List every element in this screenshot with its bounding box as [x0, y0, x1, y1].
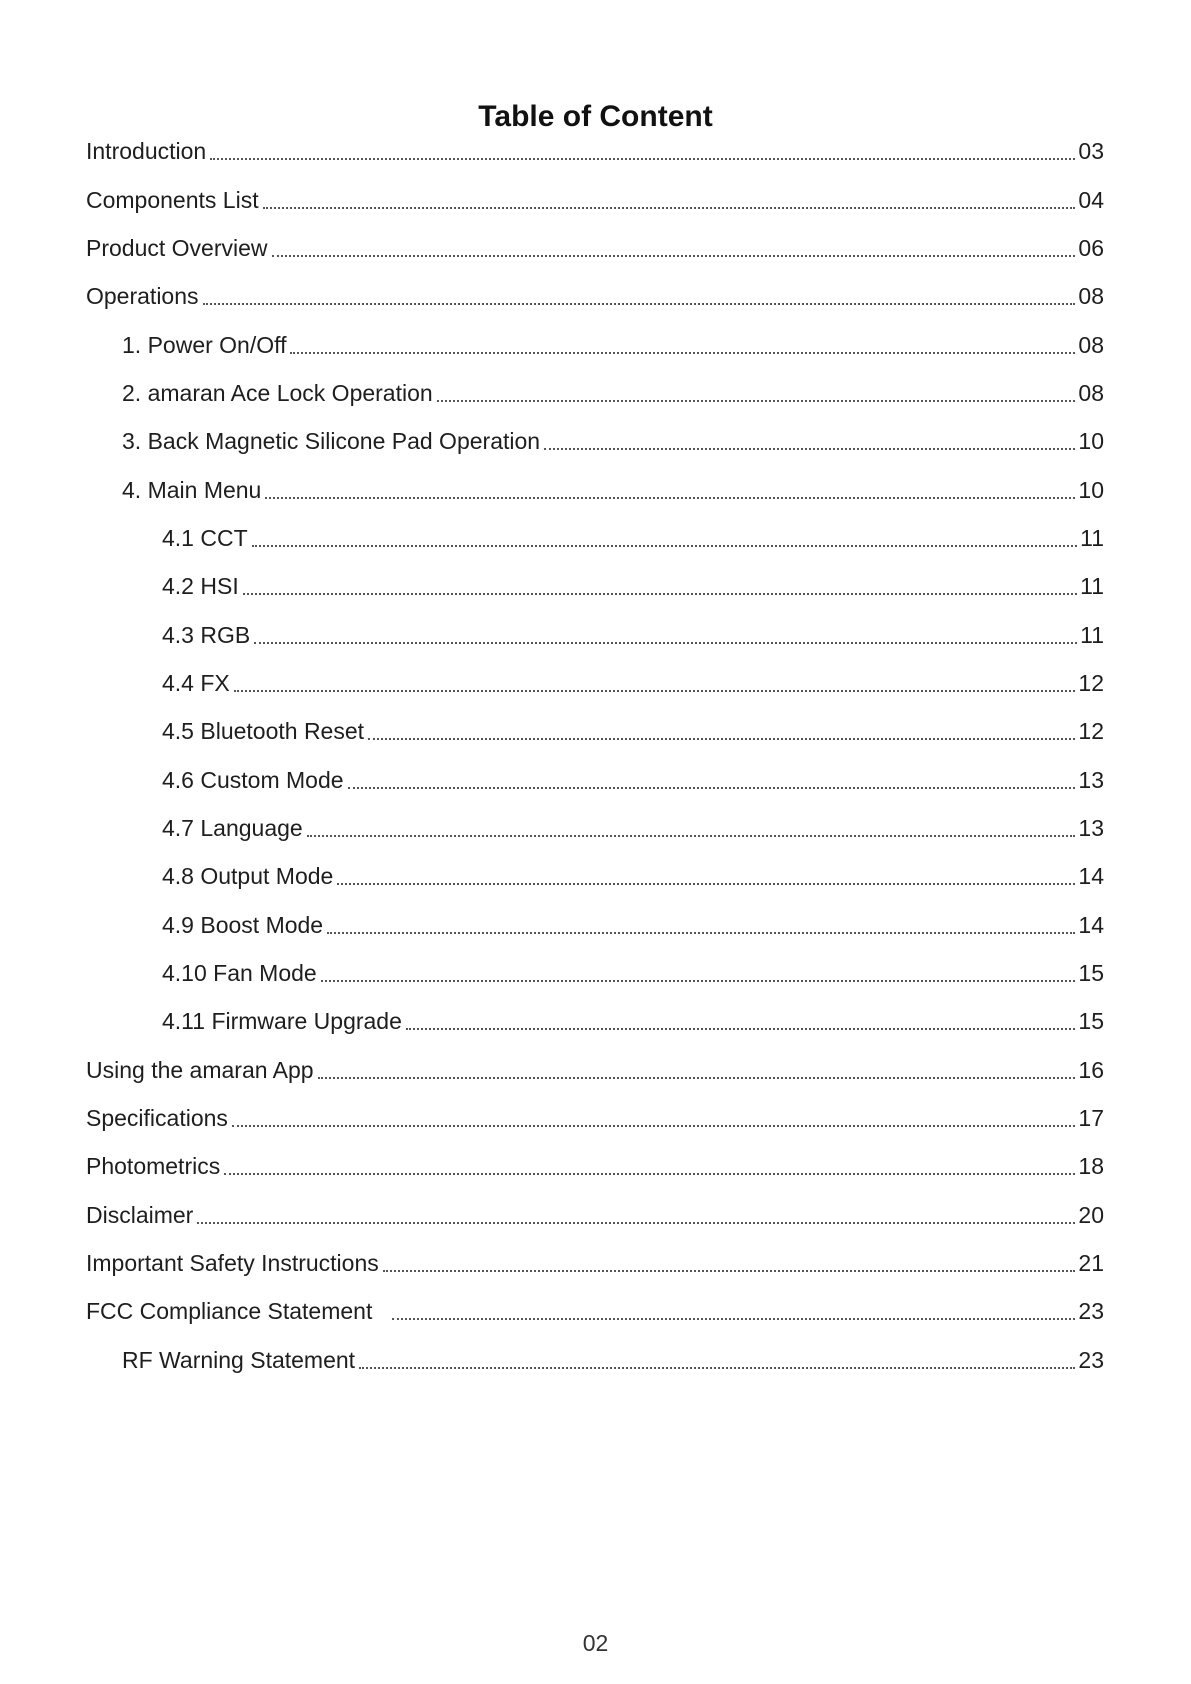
- dot-leader: [265, 497, 1075, 499]
- toc-entry-page: 08: [1078, 331, 1104, 358]
- toc-entry-disclaimer[interactable]: [0, 1191, 1191, 1239]
- dot-leader: [307, 835, 1076, 837]
- toc-entry-language[interactable]: [0, 804, 1191, 852]
- toc-entry-page: 10: [1078, 428, 1104, 455]
- toc-entry-rf-warning[interactable]: [0, 1336, 1191, 1384]
- toc-entry-label: Disclaimer: [86, 1201, 194, 1228]
- dot-leader: [254, 642, 1077, 644]
- dot-leader: [232, 1125, 1075, 1127]
- dot-leader: [337, 883, 1075, 885]
- toc-entry-page: 17: [1078, 1105, 1104, 1132]
- toc-entry-page: 23: [1078, 1346, 1104, 1373]
- toc-entry-label: 4.2 HSI: [162, 573, 239, 600]
- dot-leader: [368, 738, 1075, 740]
- toc-entry-page: 13: [1078, 814, 1104, 841]
- toc-entry-label: 4. Main Menu: [122, 476, 262, 503]
- dot-leader: [197, 1222, 1075, 1224]
- toc-entry-page: 12: [1078, 718, 1104, 745]
- toc-entry-label: 4.4 FX: [162, 669, 230, 696]
- toc-entry-rgb[interactable]: [0, 610, 1191, 658]
- toc-entry-page: 16: [1078, 1056, 1104, 1083]
- toc-entry-amaran-app[interactable]: [0, 1046, 1191, 1094]
- dot-leader: [203, 303, 1076, 305]
- toc-entry-page: 04: [1078, 186, 1104, 213]
- dot-leader: [290, 352, 1075, 354]
- dot-leader: [437, 400, 1076, 402]
- toc-entry-label: 4.3 RGB: [162, 621, 251, 648]
- toc-entry-label: Important Safety Instructions: [86, 1250, 379, 1277]
- dot-leader: [406, 1028, 1076, 1030]
- dot-leader: [392, 1318, 1075, 1320]
- toc-entry-power-on-off[interactable]: [0, 320, 1191, 368]
- toc-entry-label: 4.7 Language: [162, 814, 303, 841]
- toc-entry-page: 21: [1078, 1250, 1104, 1277]
- toc-entry-label: Components List: [86, 186, 259, 213]
- dot-leader: [544, 448, 1075, 450]
- toc-entry-page: 12: [1078, 669, 1104, 696]
- toc-entry-page: 11: [1080, 524, 1104, 551]
- dot-leader: [318, 1077, 1076, 1079]
- toc-entry-label: Photometrics: [86, 1153, 221, 1180]
- toc-entry-page: 14: [1078, 863, 1104, 890]
- toc-entry-page: 13: [1078, 766, 1104, 793]
- dot-leader: [359, 1367, 1075, 1369]
- dot-leader: [383, 1270, 1076, 1272]
- toc-list: [0, 127, 1191, 1384]
- toc-entry-label: 4.1 CCT: [162, 524, 248, 551]
- toc-entry-label: 4.9 Boost Mode: [162, 911, 324, 938]
- toc-entry-page: 11: [1080, 573, 1104, 600]
- toc-entry-label: 1. Power On/Off: [122, 331, 287, 358]
- toc-entry-label: Specifications: [86, 1105, 228, 1132]
- toc-entry-firmware-upgrade[interactable]: [0, 997, 1191, 1045]
- toc-entry-specifications[interactable]: [0, 1094, 1191, 1142]
- dot-leader: [224, 1173, 1075, 1175]
- toc-entry-fan-mode[interactable]: [0, 949, 1191, 997]
- toc-entry-hsi[interactable]: [0, 562, 1191, 610]
- toc-entry-label: 2. amaran Ace Lock Operation: [122, 379, 433, 406]
- dot-leader: [272, 255, 1076, 257]
- toc-entry-product-overview[interactable]: [0, 224, 1191, 272]
- toc-entry-page: 18: [1078, 1153, 1104, 1180]
- toc-entry-output-mode[interactable]: [0, 852, 1191, 900]
- toc-entry-ace-lock-operation[interactable]: [0, 369, 1191, 417]
- toc-entry-introduction[interactable]: [0, 127, 1191, 175]
- toc-entry-label: Operations: [86, 283, 199, 310]
- toc-entry-label: 3. Back Magnetic Silicone Pad Operation: [122, 428, 541, 455]
- toc-entry-page: 23: [1078, 1298, 1104, 1325]
- toc-entry-label: 4.11 Firmware Upgrade: [162, 1008, 402, 1035]
- toc-entry-label: 4.8 Output Mode: [162, 863, 334, 890]
- toc-entry-page: 08: [1078, 283, 1104, 310]
- dot-leader: [234, 690, 1076, 692]
- page-title: Table of Content: [478, 100, 713, 134]
- toc-entry-bluetooth-reset[interactable]: [0, 707, 1191, 755]
- toc-entry-photometrics[interactable]: [0, 1142, 1191, 1190]
- toc-entry-magnetic-pad-operation[interactable]: [0, 417, 1191, 465]
- toc-entry-components-list[interactable]: [0, 175, 1191, 223]
- toc-entry-operations[interactable]: [0, 272, 1191, 320]
- dot-leader: [252, 545, 1077, 547]
- toc-entry-page: 06: [1078, 234, 1104, 261]
- toc-entry-page: 14: [1078, 911, 1104, 938]
- toc-entry-page: 03: [1078, 138, 1104, 165]
- dot-leader: [327, 932, 1075, 934]
- toc-entry-label: FCC Compliance Statement: [86, 1298, 373, 1325]
- dot-leader: [210, 158, 1075, 160]
- toc-entry-boost-mode[interactable]: [0, 901, 1191, 949]
- toc-entry-label: Using the amaran App: [86, 1056, 314, 1083]
- toc-entry-label: 4.10 Fan Mode: [162, 960, 317, 987]
- toc-entry-cct[interactable]: [0, 514, 1191, 562]
- toc-entry-page: 15: [1078, 960, 1104, 987]
- toc-entry-page: 08: [1078, 379, 1104, 406]
- toc-entry-page: 15: [1078, 1008, 1104, 1035]
- toc-entry-main-menu[interactable]: [0, 465, 1191, 513]
- toc-entry-page: 10: [1078, 476, 1104, 503]
- toc-entry-label: Introduction: [86, 138, 207, 165]
- toc-entry-label: 4.6 Custom Mode: [162, 766, 344, 793]
- toc-entry-fcc-compliance[interactable]: [0, 1287, 1191, 1335]
- toc-entry-page: 11: [1080, 621, 1104, 648]
- toc-entry-label: RF Warning Statement: [122, 1346, 356, 1373]
- dot-leader: [243, 593, 1077, 595]
- toc-entry-label: 4.5 Bluetooth Reset: [162, 718, 365, 745]
- toc-entry-page: 20: [1078, 1201, 1104, 1228]
- dot-leader: [321, 980, 1076, 982]
- toc-entry-custom-mode[interactable]: [0, 755, 1191, 803]
- toc-entry-fx[interactable]: [0, 659, 1191, 707]
- page-number: 02: [582, 1630, 609, 1656]
- dot-leader: [348, 787, 1076, 789]
- toc-entry-safety-instructions[interactable]: [0, 1239, 1191, 1287]
- dot-leader: [263, 207, 1076, 209]
- toc-entry-label: Product Overview: [86, 234, 268, 261]
